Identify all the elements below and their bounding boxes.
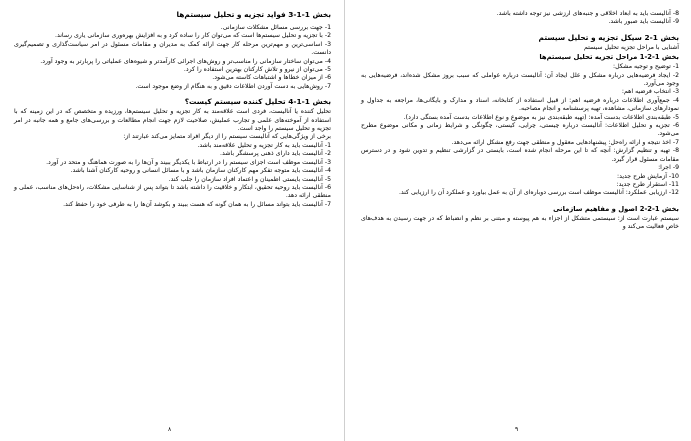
- trait-item-continued: 9- آنالیست باید صبور باشد.: [608, 18, 679, 26]
- heading-benefits: بخش 1-1-3 فواید تجزیه و تحلیل سیستم‌ها: [176, 10, 331, 19]
- stage-item: 1- توضیح و توجیه مشکل:: [612, 63, 679, 71]
- page-number-right: ٩: [515, 426, 519, 433]
- traits-lead: برخی از ویژگی‌هایی که آنالیست سیستم را از دیگر افراد متمایز می‌کند عبارتند از:: [123, 133, 331, 141]
- stage-item: 11- استقرار طرح جدید:: [616, 180, 679, 188]
- analyst-intro: تحلیل کننده یا آنالیست، فردی است علاقه‌مند به کار تجزیه و تحلیل سیستم‌ها، ورزیده و متخصص که در این زمینه که با استفاده از آموخته‌های علمی و تجارب عملیش، صلاحیت لازم جهت انجام مطالعات و بررسی‌های جامع و همه جانبه در امر تجزیه و تحلیل سیستم را واجد است.: [14, 108, 331, 133]
- trait-item: 2- آنالیست باید دارای ذهنی پرسشگر باشد.: [220, 150, 331, 158]
- page-number-left: ٨: [168, 426, 172, 433]
- benefit-item: 7- روش‌هایی به دست آوردن اطلاعات دقیق و به هنگام از وضع موجود است.: [135, 82, 331, 90]
- stage-item: 8- تهیه و تنظیم گزارش: آنچه که تا این مرحله انجام شده است، بایستی در گزارشی تنظیم و تدوین شود و در دسترس مقامات مسئول قرار گیرد.: [361, 147, 679, 163]
- heading-cycle: بخش 1-2 سیکل تجزیه و تحلیل سیستم: [538, 32, 679, 42]
- trait-item: 5- آنالیست بایستی اطمینان و اعتماد افراد سازمان را جلب کند.: [168, 175, 331, 183]
- stage-item: 12- ارزیابی عملکرد: آنالیست موظف است بررسی دوباره‌ای از آن به عمل بیاورد و عملکرد آن را ارزیابی کند.: [398, 189, 679, 197]
- trait-item: 1- آنالیست باید به کار تجزیه و تحلیل علاقه‌مند باشد.: [197, 141, 331, 149]
- principles-text: سیستم عبارت است از: سیستمی متشکل از اجزاء به هم پیوسته و مبتنی بر نظم و انضباط که در جهت رسیدن به هدف‌های خاص فعالیت می‌کند و: [361, 214, 679, 231]
- right-page: [345, 0, 691, 441]
- benefit-item: 5- می‌توان از نیرو و تلاش کارکنان بهترین استفاده را کرد.: [183, 66, 331, 74]
- trait-item: 4- آنالیست باید متوجه تفکر مهم کارکنان سازمان باشد و با مسائل انسانی و روحیه کارکنان آشنا باشد.: [70, 167, 331, 175]
- trait-item-continued: 8- آنالیست باید به ابعاد اخلاقی و جنبه‌های ارزشی نیز توجه داشته باشد.: [496, 10, 679, 17]
- trait-item: 7- آنالیست باید بتواند مسائل را به همان گونه که هست ببیند و بکوشد آن‌ها را به طرفی خود را حفظ کند.: [63, 200, 331, 208]
- stage-item: 4- جمع‌آوری اطلاعات درباره فرضیه اهم: از قبیل استفاده از کتابخانه، اسناد و مدارک و بایگانی‌ها، مراجعه به جداول و نمودارهای سازمانی، مشاهده، تهیه پرسشنامه و انجام مصاحبه.: [361, 96, 679, 113]
- trait-item: 3- آنالیست موظف است اجزای سیستم را در ارتباط با یکدیگر ببیند و آن‌ها را به صورت هماهنگ و متحد در آورد.: [46, 158, 331, 166]
- trait-item: 6- آنالیست باید روحیه تحقیق، ابتکار و خلاقیت را داشته باشد تا بتواند پس از شناسایی مشکلات، راه‌حل‌های مناسب، عملی و منطقی ارائه دهد.: [14, 183, 331, 200]
- stage-item: 3- انتخاب فرضیه اهم:: [621, 88, 679, 96]
- left-page-content: [14, 10, 331, 209]
- benefit-item: 4- می‌توان ساختار سازمانی را مناسب‌تر و روش‌های اجرائی کارآمدتر و شیوه‌های عملیاتی را پربارتر به وجود آورد.: [40, 57, 331, 65]
- benefit-item: 3- اساسی‌ترین و مهم‌ترین مرحله کار جهت ارائه کمک به مدیران و مقامات مسئول در امر سیاست‌گذاری و تصمیم‌گیری دانست.: [14, 40, 331, 57]
- cycle-intro: آشنایی با مراحل تجزیه تحلیل سیستم: [584, 43, 679, 51]
- stage-item: 2- ایجاد فرضیه‌هایی درباره مشکل و علل ایجاد آن: آنالیست درباره عواملی که سبب بروز مشکل شده‌اند، فرضیه‌هایی به وجود می‌آورد.: [361, 71, 679, 88]
- stage-item: 7- اخذ نتیجه و ارائه راه‌حل: پیشنهادهایی معقول و منطقی جهت رفع مشکل ارائه می‌دهد.: [451, 138, 679, 146]
- stage-item: 10- آزمایش طرح جدید:: [617, 172, 679, 180]
- stage-item: 6- تجزیه و تحلیل اطلاعات: آنالیست درباره چیستی، چرایی، کیستی، چگونگی و شرایط زمانی و مکانی موضوع مطرح می‌شود.: [361, 122, 679, 138]
- heading-stages: بخش 1-2-1 مراحل تجزیه تحلیل سیستم‌ها: [539, 53, 679, 62]
- benefit-item: 2- با تجزیه و تحلیل سیستم‌ها است که می‌توان کار را ساده کرد و به افزایش بهره‌وری سازمانی یاری رساند.: [55, 32, 331, 40]
- benefit-item: 6- از میزان خطاها و اشتباهات کاسته می‌شود.: [212, 74, 331, 82]
- benefit-item: 1- جهت بررسی مسائل مشکلات سازمانی.: [220, 24, 331, 31]
- left-page: [0, 0, 345, 441]
- right-page-content: [361, 10, 679, 232]
- heading-principles: بخش 1-2-2 اصول و مفاهیم سازمانی: [553, 204, 679, 213]
- heading-analyst: بخش 1-1-4 تحلیل کننده سیستم کیست؟: [184, 97, 331, 107]
- stage-item: 5- طبقه‌بندی اطلاعات بدست آمده: (تهیه طبقه‌بندی نیز به موضوع و نوع اطلاعات بدست آمده بستگی دارد).: [403, 113, 679, 121]
- stage-item: 9- اجرا:: [658, 164, 679, 172]
